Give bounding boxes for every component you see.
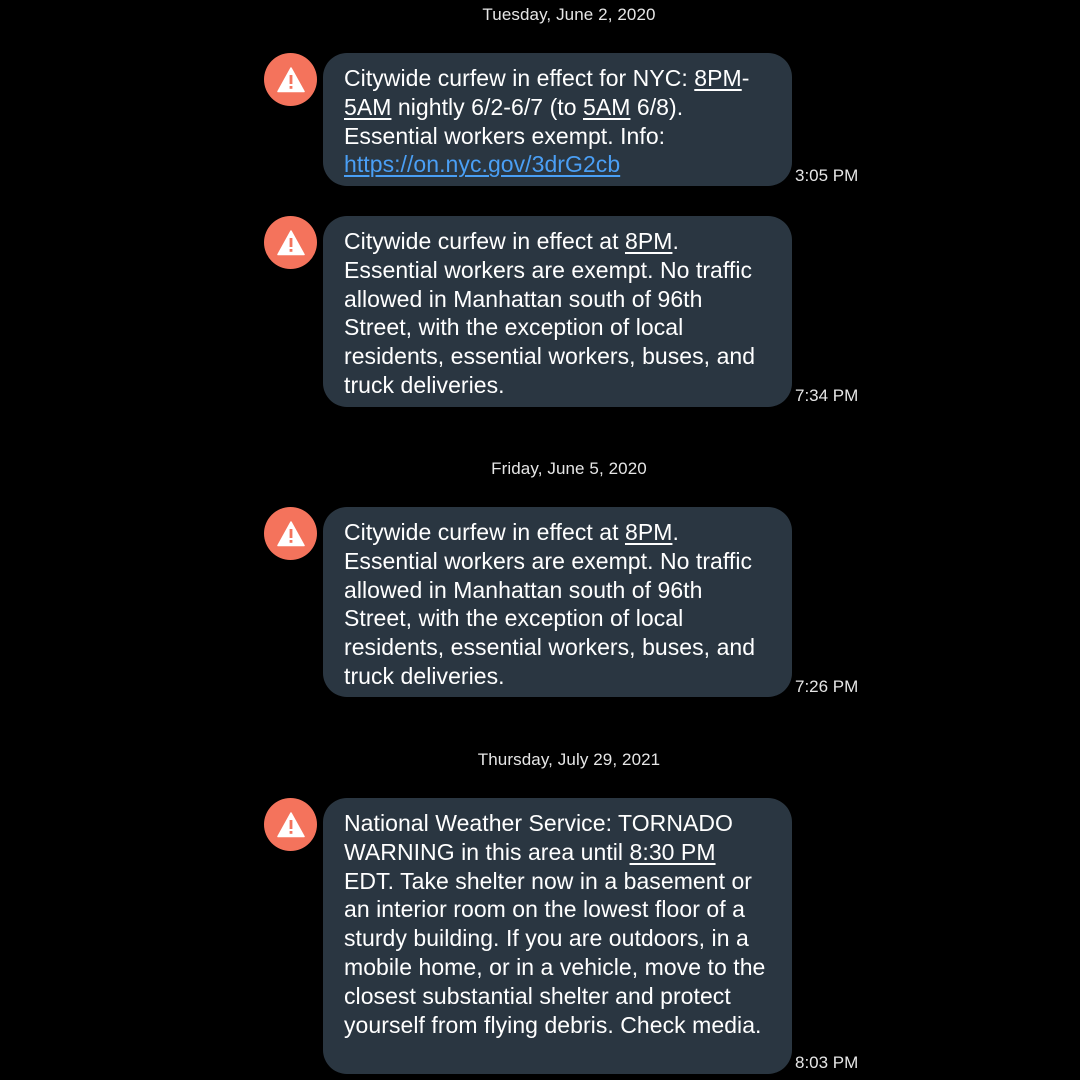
message-bubble[interactable]: [323, 507, 792, 697]
message-text: Citywide curfew in effect at: [344, 228, 625, 254]
message-bubble[interactable]: [323, 53, 792, 186]
message-text: 6/8). Essential workers exempt. Info:: [344, 93, 684, 149]
warning-triangle-icon: [264, 507, 317, 560]
message-text: Citywide curfew in effect for NYC:: [344, 65, 695, 91]
message-time-link[interactable]: 8PM: [694, 65, 742, 91]
message-timestamp: 7:26 PM: [795, 677, 859, 696]
date-header-thursday-july-29-2021: Thursday, July 29, 2021: [477, 750, 661, 769]
message-text: Citywide curfew in effect at: [344, 519, 625, 545]
message-time-link[interactable]: 8PM: [624, 228, 673, 254]
warning-triangle-icon: [264, 216, 317, 269]
message-text: National Weather Service: TORNADO WARNING in this area until: [344, 810, 733, 865]
message-timestamp: 3:05 PM: [795, 166, 859, 185]
warning-triangle-icon: [264, 53, 317, 106]
message-time-link[interactable]: 5AM: [583, 93, 631, 120]
message-time-link[interactable]: 5AM: [344, 93, 392, 120]
date-header-tuesday-june-2-2020: Tuesday, June 2, 2020: [482, 5, 656, 24]
message-time-link[interactable]: 8:30 PM: [629, 838, 716, 865]
message-time-link[interactable]: 8PM: [624, 519, 673, 545]
message-text: . Essential workers are exempt. No traffic allowed in Manhattan south of 96th Street, with the exception of local residents, essential workers, buses, and truck deliveries.: [344, 228, 756, 398]
message-bubble[interactable]: [323, 216, 792, 407]
message-link[interactable]: https://on.nyc.gov/3drG2cb: [344, 151, 621, 178]
message-text: -: [741, 65, 750, 91]
message-timestamp: 8:03 PM: [795, 1053, 859, 1072]
message-text: nightly 6/2-6/7 (to: [391, 93, 583, 120]
message-text: EDT. Take shelter now in a basement or an interior room on the lowest floor of a sturdy building. If you are outdoors, in a mobile home, or in a vehicle, move to the closest substantial shelter and protect yourself from flying debris. Check media.: [344, 867, 766, 1038]
message-timestamp: 7:34 PM: [795, 386, 859, 405]
message-bubble[interactable]: [323, 798, 792, 1074]
warning-triangle-icon: [264, 798, 317, 851]
message-text: . Essential workers are exempt. No traffic allowed in Manhattan south of 96th Street, with the exception of local residents, essential workers, buses, and truck deliveries.: [344, 519, 756, 689]
date-header-friday-june-5-2020: Friday, June 5, 2020: [491, 459, 647, 478]
